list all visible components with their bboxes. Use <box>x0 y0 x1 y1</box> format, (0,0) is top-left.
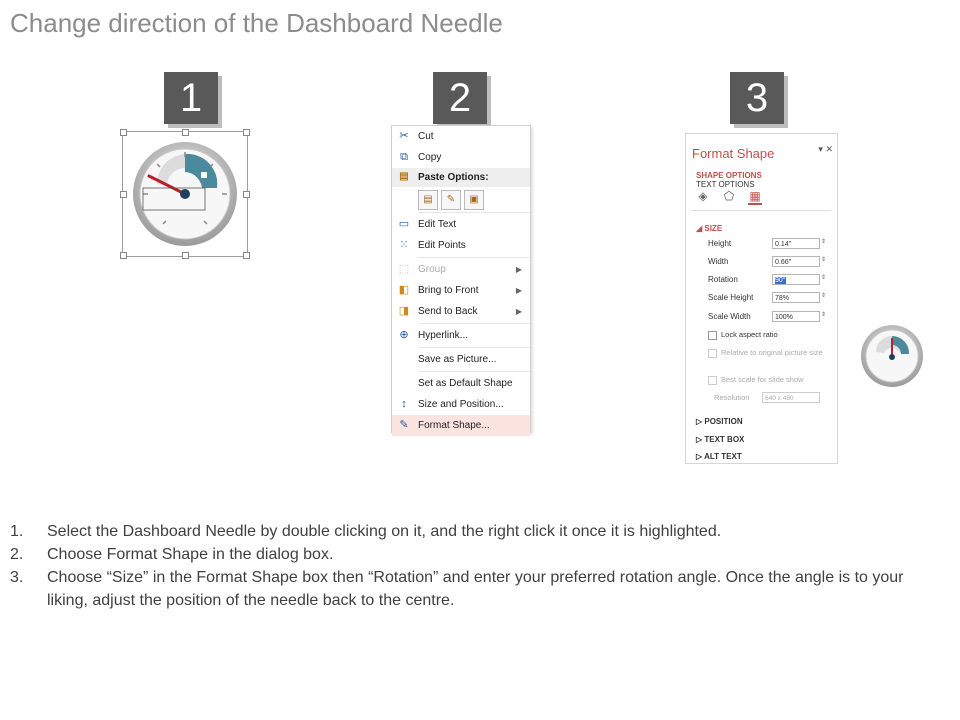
paste-picture-icon[interactable]: ▣ <box>464 190 484 210</box>
rotation-input[interactable]: 90° <box>772 274 820 285</box>
menu-divider <box>418 323 530 324</box>
paste-keep-formatting-icon[interactable]: ▤ <box>418 190 438 210</box>
bring-to-front-icon: ◧ <box>398 284 410 296</box>
group-icon: ⬚ <box>398 263 410 275</box>
step-badge-3: 3 <box>730 72 784 124</box>
clipboard-icon: ▤ <box>399 171 409 182</box>
collapse-triangle-icon: ▷ <box>696 417 705 426</box>
context-menu <box>391 125 531 433</box>
instruction-item: 1. Select the Dashboard Needle by double clicking on it, and the right click it once it is highlighted. <box>10 523 722 540</box>
scale-width-row: Scale Width 100% ⇕ <box>708 312 826 321</box>
rotation-row: Rotation 90° ⇕ <box>708 275 826 284</box>
stepper-icon[interactable]: ⇕ <box>820 293 826 299</box>
resize-handle-tl[interactable] <box>120 129 127 136</box>
effects-icon[interactable]: ⬠ <box>723 189 735 203</box>
copy-icon: ⧉ <box>400 151 408 163</box>
menu-item-format-shape[interactable]: ✎ Format Shape... <box>392 415 530 436</box>
section-textbox-header[interactable]: ▷ TEXT BOX <box>696 435 745 444</box>
resize-handle-b[interactable] <box>182 252 189 259</box>
tab-text-options[interactable]: TEXT OPTIONS <box>696 180 755 189</box>
menu-item-cut[interactable]: ✂ Cut <box>392 126 530 147</box>
paste-keep-text-icon[interactable]: ✎ <box>441 190 461 210</box>
menu-divider <box>418 212 530 213</box>
format-shape-pane <box>685 133 838 464</box>
stepper-icon[interactable]: ⇕ <box>820 239 826 245</box>
resize-handle-l[interactable] <box>120 191 127 198</box>
paste-options-group <box>392 187 530 211</box>
stepper-icon[interactable]: ⇕ <box>820 275 826 281</box>
pane-controls <box>818 144 833 155</box>
scale-height-row: Scale Height 78% ⇕ <box>708 293 826 302</box>
send-to-back-icon: ◨ <box>398 305 410 317</box>
menu-item-set-default-shape[interactable]: Set as Default Shape <box>418 378 513 389</box>
paste-options-header: ▤ Paste Options: <box>392 168 530 187</box>
resize-handle-br[interactable] <box>243 252 250 259</box>
checkbox-icon <box>708 349 717 358</box>
tab-shape-options[interactable]: SHAPE OPTIONS <box>696 171 762 180</box>
relative-original-checkbox: Relative to original picture size <box>708 348 823 358</box>
pane-tabs <box>696 171 837 189</box>
menu-item-size-and-position[interactable]: ↕ Size and Position... <box>392 394 530 415</box>
submenu-arrow-icon: ▶ <box>515 265 522 274</box>
edit-points-icon: ⁙ <box>399 239 409 251</box>
selected-gauge-frame[interactable] <box>122 131 248 257</box>
stepper-icon[interactable]: ⇕ <box>820 312 826 318</box>
width-row: Width 0.66" ⇕ <box>708 257 826 266</box>
resolution-select: 640 x 480 <box>762 392 820 403</box>
collapse-triangle-icon: ▷ <box>696 435 705 444</box>
step-badge-2: 2 <box>433 72 487 124</box>
instructions-list <box>10 520 940 612</box>
best-scale-checkbox: Best scale for slide show <box>708 375 804 385</box>
submenu-arrow-icon: ▶ <box>515 307 522 316</box>
pane-divider <box>692 210 831 211</box>
submenu-arrow-icon: ▶ <box>515 286 522 295</box>
pane-options-icon[interactable]: ▾ <box>818 144 823 154</box>
menu-item-send-to-back[interactable]: ◨ Send to Back ▶ <box>392 301 530 322</box>
resize-handle-r[interactable] <box>243 191 250 198</box>
lock-aspect-checkbox[interactable]: Lock aspect ratio <box>708 330 778 340</box>
scale-height-input[interactable]: 78% <box>772 292 820 303</box>
step-badge-1: 1 <box>164 72 218 124</box>
dashboard-gauge-icon[interactable] <box>123 132 247 256</box>
format-shape-icon: ✎ <box>399 419 409 431</box>
fill-line-icon[interactable]: ◈ <box>698 189 708 203</box>
resolution-label: Resolution <box>714 393 750 402</box>
instruction-item: 3. Choose “Size” in the Format Shape box then “Rotation” and enter your preferred rotation angle. Once the angle is to your liking, adjust the position of the needle back to the centre. <box>10 569 904 609</box>
checkbox-icon <box>708 331 717 340</box>
size-position-icon: ↕ <box>401 398 407 410</box>
menu-divider <box>418 371 530 372</box>
menu-item-copy[interactable]: ⧉ Copy <box>392 147 530 168</box>
collapse-triangle-icon: ▷ <box>696 452 705 461</box>
section-size-header[interactable]: ◢ SIZE <box>696 224 723 233</box>
scissors-icon: ✂ <box>399 130 409 142</box>
menu-item-hyperlink[interactable]: ⊕ Hyperlink... <box>392 325 530 346</box>
menu-divider <box>418 257 530 258</box>
instruction-item: 2. Choose Format Shape in the dialog box. <box>10 546 334 563</box>
menu-divider <box>418 347 530 348</box>
menu-item-edit-text[interactable]: ▭ Edit Text <box>398 218 457 230</box>
stepper-icon[interactable]: ⇕ <box>820 257 826 263</box>
menu-item-edit-points[interactable]: ⁙ Edit Points <box>392 235 530 256</box>
section-position-header[interactable]: ▷ POSITION <box>696 417 743 426</box>
hyperlink-icon: ⊕ <box>399 329 409 341</box>
edit-text-icon: ▭ <box>398 218 410 230</box>
rotated-gauge-preview-icon <box>859 323 925 389</box>
resize-handle-tr[interactable] <box>243 129 250 136</box>
section-alttext-header[interactable]: ▷ ALT TEXT <box>696 452 742 461</box>
height-input[interactable]: 0.14" <box>772 238 820 249</box>
close-icon[interactable]: ✕ <box>825 144 833 154</box>
checkbox-icon <box>708 376 717 385</box>
page-title: Change direction of the Dashboard Needle <box>10 8 503 38</box>
resize-handle-bl[interactable] <box>120 252 127 259</box>
pane-title: Format Shape <box>692 146 775 161</box>
resize-handle-t[interactable] <box>182 129 189 136</box>
height-row: Height 0.14" ⇕ <box>708 239 826 248</box>
pane-category-icons <box>696 189 774 205</box>
size-properties-icon[interactable]: ▦ <box>749 189 761 203</box>
width-input[interactable]: 0.66" <box>772 256 820 267</box>
menu-item-save-as-picture[interactable]: Save as Picture... <box>418 354 497 365</box>
menu-item-group: ⬚ Group ▶ <box>392 259 530 280</box>
scale-width-input[interactable]: 100% <box>772 311 820 322</box>
menu-item-bring-to-front[interactable]: ◧ Bring to Front ▶ <box>392 280 530 301</box>
expand-triangle-icon: ◢ <box>696 224 705 233</box>
